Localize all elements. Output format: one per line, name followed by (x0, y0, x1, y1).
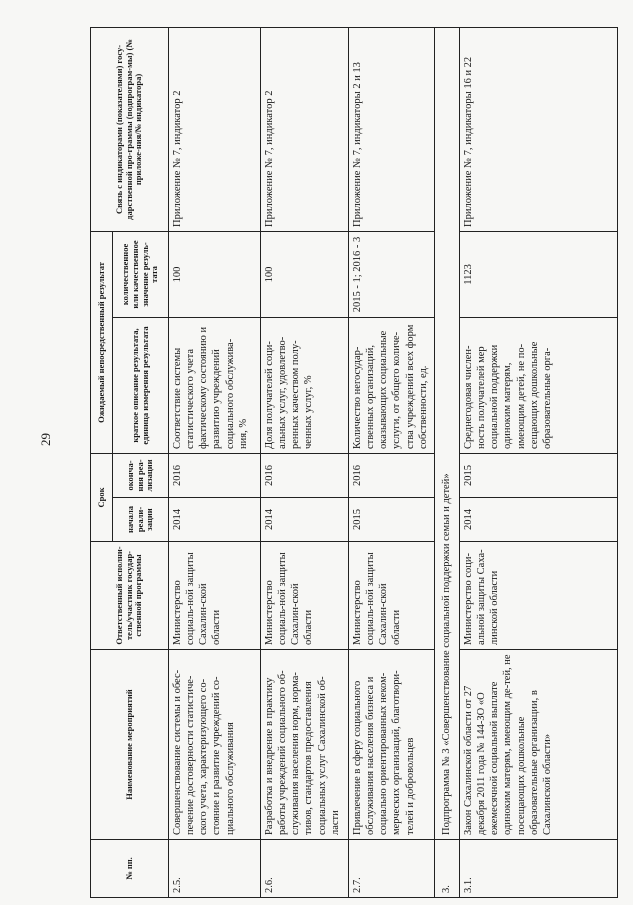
row-result-value: 100 (261, 231, 349, 317)
header-term: Срок (91, 453, 113, 541)
header-link: Связь с индикаторами (показателями) госу-дарственной про-граммы (подпрограм-мы) (№ приложе-ния/№ индикатора) (91, 27, 169, 231)
row-link: Приложение № 7, индикатор 2 (169, 27, 261, 231)
header-term-start: начала реали-зации (113, 498, 169, 542)
section-title: Подпрограмма № 3 «Совершенствование социальной поддержки семьи и детей» (435, 27, 460, 839)
header-executor: Ответственный исполни-тель/участник государ-ственной программы (91, 542, 169, 650)
row-end: 2016 (349, 453, 435, 497)
row-start: 2014 (261, 498, 349, 542)
row-result-desc: Количество негосудар-ственных организаций, оказывающих социальные услуги, от общего количе-ства учреждений всех форм собственности, ед. (349, 317, 435, 453)
header-num: № пп. (91, 840, 169, 898)
header-name: Наименование мероприятий (91, 650, 169, 840)
row-executor: Министерство социаль-ной защиты Сахалин-ской области (261, 542, 349, 650)
row-num: 2.5. (169, 840, 261, 898)
row-name: Совершенствование системы и обес-печение достоверности статистиче-ского учета, характеризующего со-стояние и развитие учреждений со-циального обслуживания (169, 650, 261, 840)
row-link: Приложение № 7, индикаторы 16 и 22 (460, 27, 618, 231)
row-name: Закон Сахалинской области от 27 декабря 2011 года № 144-ЗО «О ежемесячной социальной выплате одиноким матерям, имеющим де-тей, не посещающих дошкольные образовательные организации, в Сахалинской области» (460, 650, 618, 840)
row-result-value: 100 (169, 231, 261, 317)
row-executor: Министерство социаль-ной защиты Сахалин-ской области (349, 542, 435, 650)
section-num: 3. (435, 840, 460, 898)
page-number: 29 (38, 433, 53, 446)
row-result-desc: Соответствие системы статистического учета фактическому состоянию и развитию учреждений социального обслужива-ния, % (169, 317, 261, 453)
row-name: Разработка и внедрение в практику работы учреждений социального об-служивания населения норм, норма-тивов, стандартов предоставления социальных услуг Сахалинской об-ласти (261, 650, 349, 840)
header-term-end: оконча-ния реа-лизации (113, 453, 169, 497)
row-result-desc: Среднегодовая числен-ность получателей мер социальной поддержки одиноким матерям, имеющим детей, не по-сещающих дошкольные образовательные орга- (460, 317, 618, 453)
row-num: 2.6. (261, 840, 349, 898)
row-start: 2014 (169, 498, 261, 542)
table-row (460, 27, 618, 897)
table-row (261, 27, 349, 897)
table-row (169, 27, 261, 897)
measures-table (90, 27, 618, 898)
row-end: 2016 (261, 453, 349, 497)
section-row (435, 27, 460, 897)
row-end: 2015 (460, 453, 618, 497)
header-result-desc: краткое описание результата, единица измерения результата (113, 317, 169, 453)
table-row (349, 27, 435, 897)
row-result-value: 2015 - 1; 2016 - 3 (349, 231, 435, 317)
header-result: Ожидаемый непосредственный результат (91, 231, 113, 453)
row-link: Приложение № 7, индикаторы 2 и 13 (349, 27, 435, 231)
row-start: 2015 (349, 498, 435, 542)
measures-table-sheet (90, 28, 618, 898)
row-num: 2.7. (349, 840, 435, 898)
header-row-1 (91, 27, 113, 897)
row-result-value: 1123 (460, 231, 618, 317)
row-start: 2014 (460, 498, 618, 542)
row-name: Привлечение в сферу социального обслуживания населения бизнеса и социально ориентированных неком-мерческих организаций, благотвори-телей и добровольцев (349, 650, 435, 840)
row-executor: Министерство социаль-ной защиты Сахалин-ской области (169, 542, 261, 650)
header-result-value: количественное или качественное значение резуль-тата (113, 231, 169, 317)
row-executor: Министерство соци-альной защиты Саха-линской области (460, 542, 618, 650)
row-result-desc: Доля получателей соци-альных услуг, удовлетво-ренных качеством полу-ченных услуг, % (261, 317, 349, 453)
row-end: 2016 (169, 453, 261, 497)
row-link: Приложение № 7, индикатор 2 (261, 27, 349, 231)
row-num: 3.1. (460, 840, 618, 898)
